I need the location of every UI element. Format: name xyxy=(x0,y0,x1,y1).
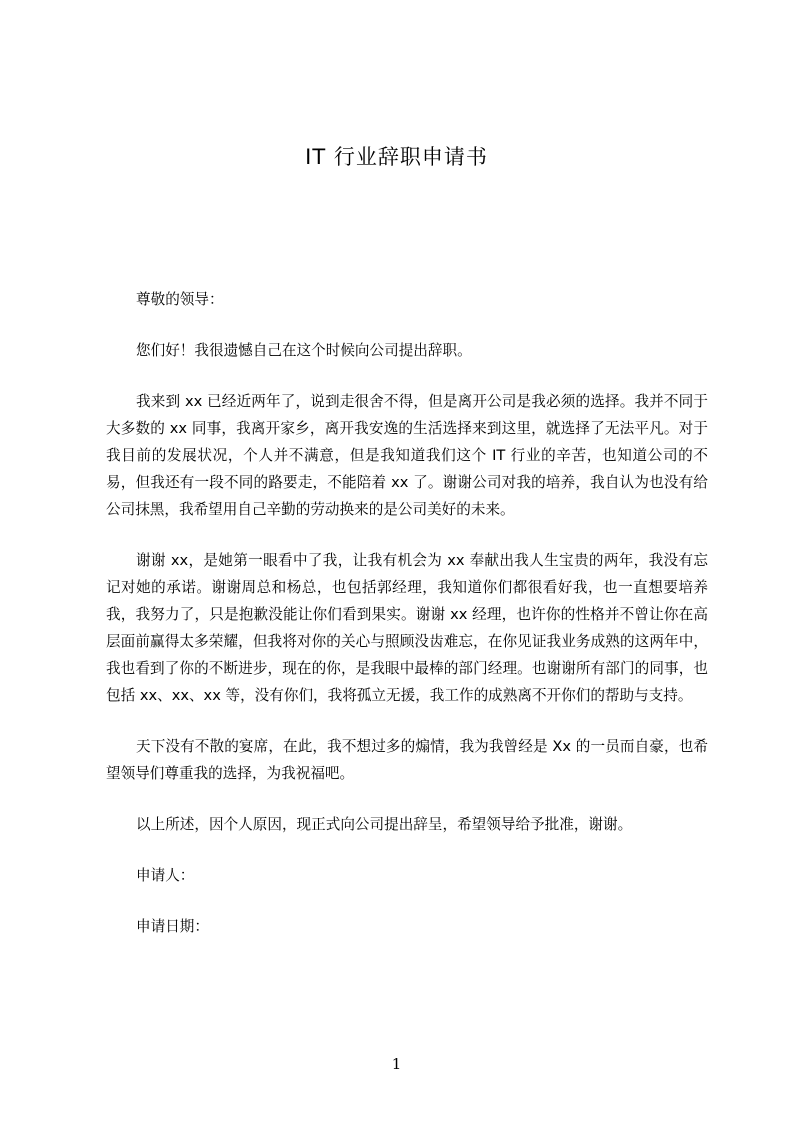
application-date-line: 申请日期： xyxy=(136,918,209,935)
greeting-paragraph: 您们好！我很遗憾自己在这个时候向公司提出辞职。 xyxy=(136,342,472,359)
salutation: 尊敬的领导： xyxy=(136,291,224,308)
document-title: IT 行业辞职申请书 xyxy=(305,145,488,169)
farewell-paragraph: 天下没有不散的宴席，在此，我不想过多的煽情，我为我曾经是 Xx 的一员而自豪，也希望领导们尊重我的选择，为我祝福吧。 xyxy=(106,738,708,782)
reason-paragraph: 我来到 xx 已经近两年了，说到走很舍不得，但是离开公司是我必须的选择。我并不同于大多数的 xx 同事，我离开家乡，离开我安逸的生活选择来到这里，就选择了无法平凡。对于我目前的发展状况，个人并不满意，但是我知道我们这个 IT 行业的辛苦，也知道公司的不易，但我还有一段不同的路要走，不能陪着 xx 了。谢谢公司对我的培养，我自认为也没有给公司抹黑，我希望用自己辛勤的劳动换来的是公司美好的未来。 xyxy=(106,393,708,518)
applicant-line: 申请人： xyxy=(136,867,195,884)
request-paragraph: 以上所述，因个人原因，现正式向公司提出辞呈，希望领导给予批准，谢谢。 xyxy=(136,816,633,833)
document-body xyxy=(106,286,708,940)
thanks-paragraph: 谢谢 xx，是她第一眼看中了我，让我有机会为 xx 奉献出我人生宝贵的两年，我没有忘记对她的承诺。谢谢周总和杨总，也包括郭经理，我知道你们都很看好我，也一直想要培养我，我努力了，只是抱歉没能让你们看到果实。谢谢 xx 经理，也许你的性格并不曾让你在高层面前赢得太多荣耀，但我将对你的关心与照顾没齿难忘，在你见证我业务成熟的这两年中，我也看到了你的不断进步，现在的你，是我眼中最棒的部门经理。也谢谢所有部门的同事，也包括 xx、xx、xx 等，没有你们，我将孤立无援，我工作的成熟离不开你们的帮助与支持。 xyxy=(106,552,708,704)
page-number: 1 xyxy=(391,1055,402,1073)
